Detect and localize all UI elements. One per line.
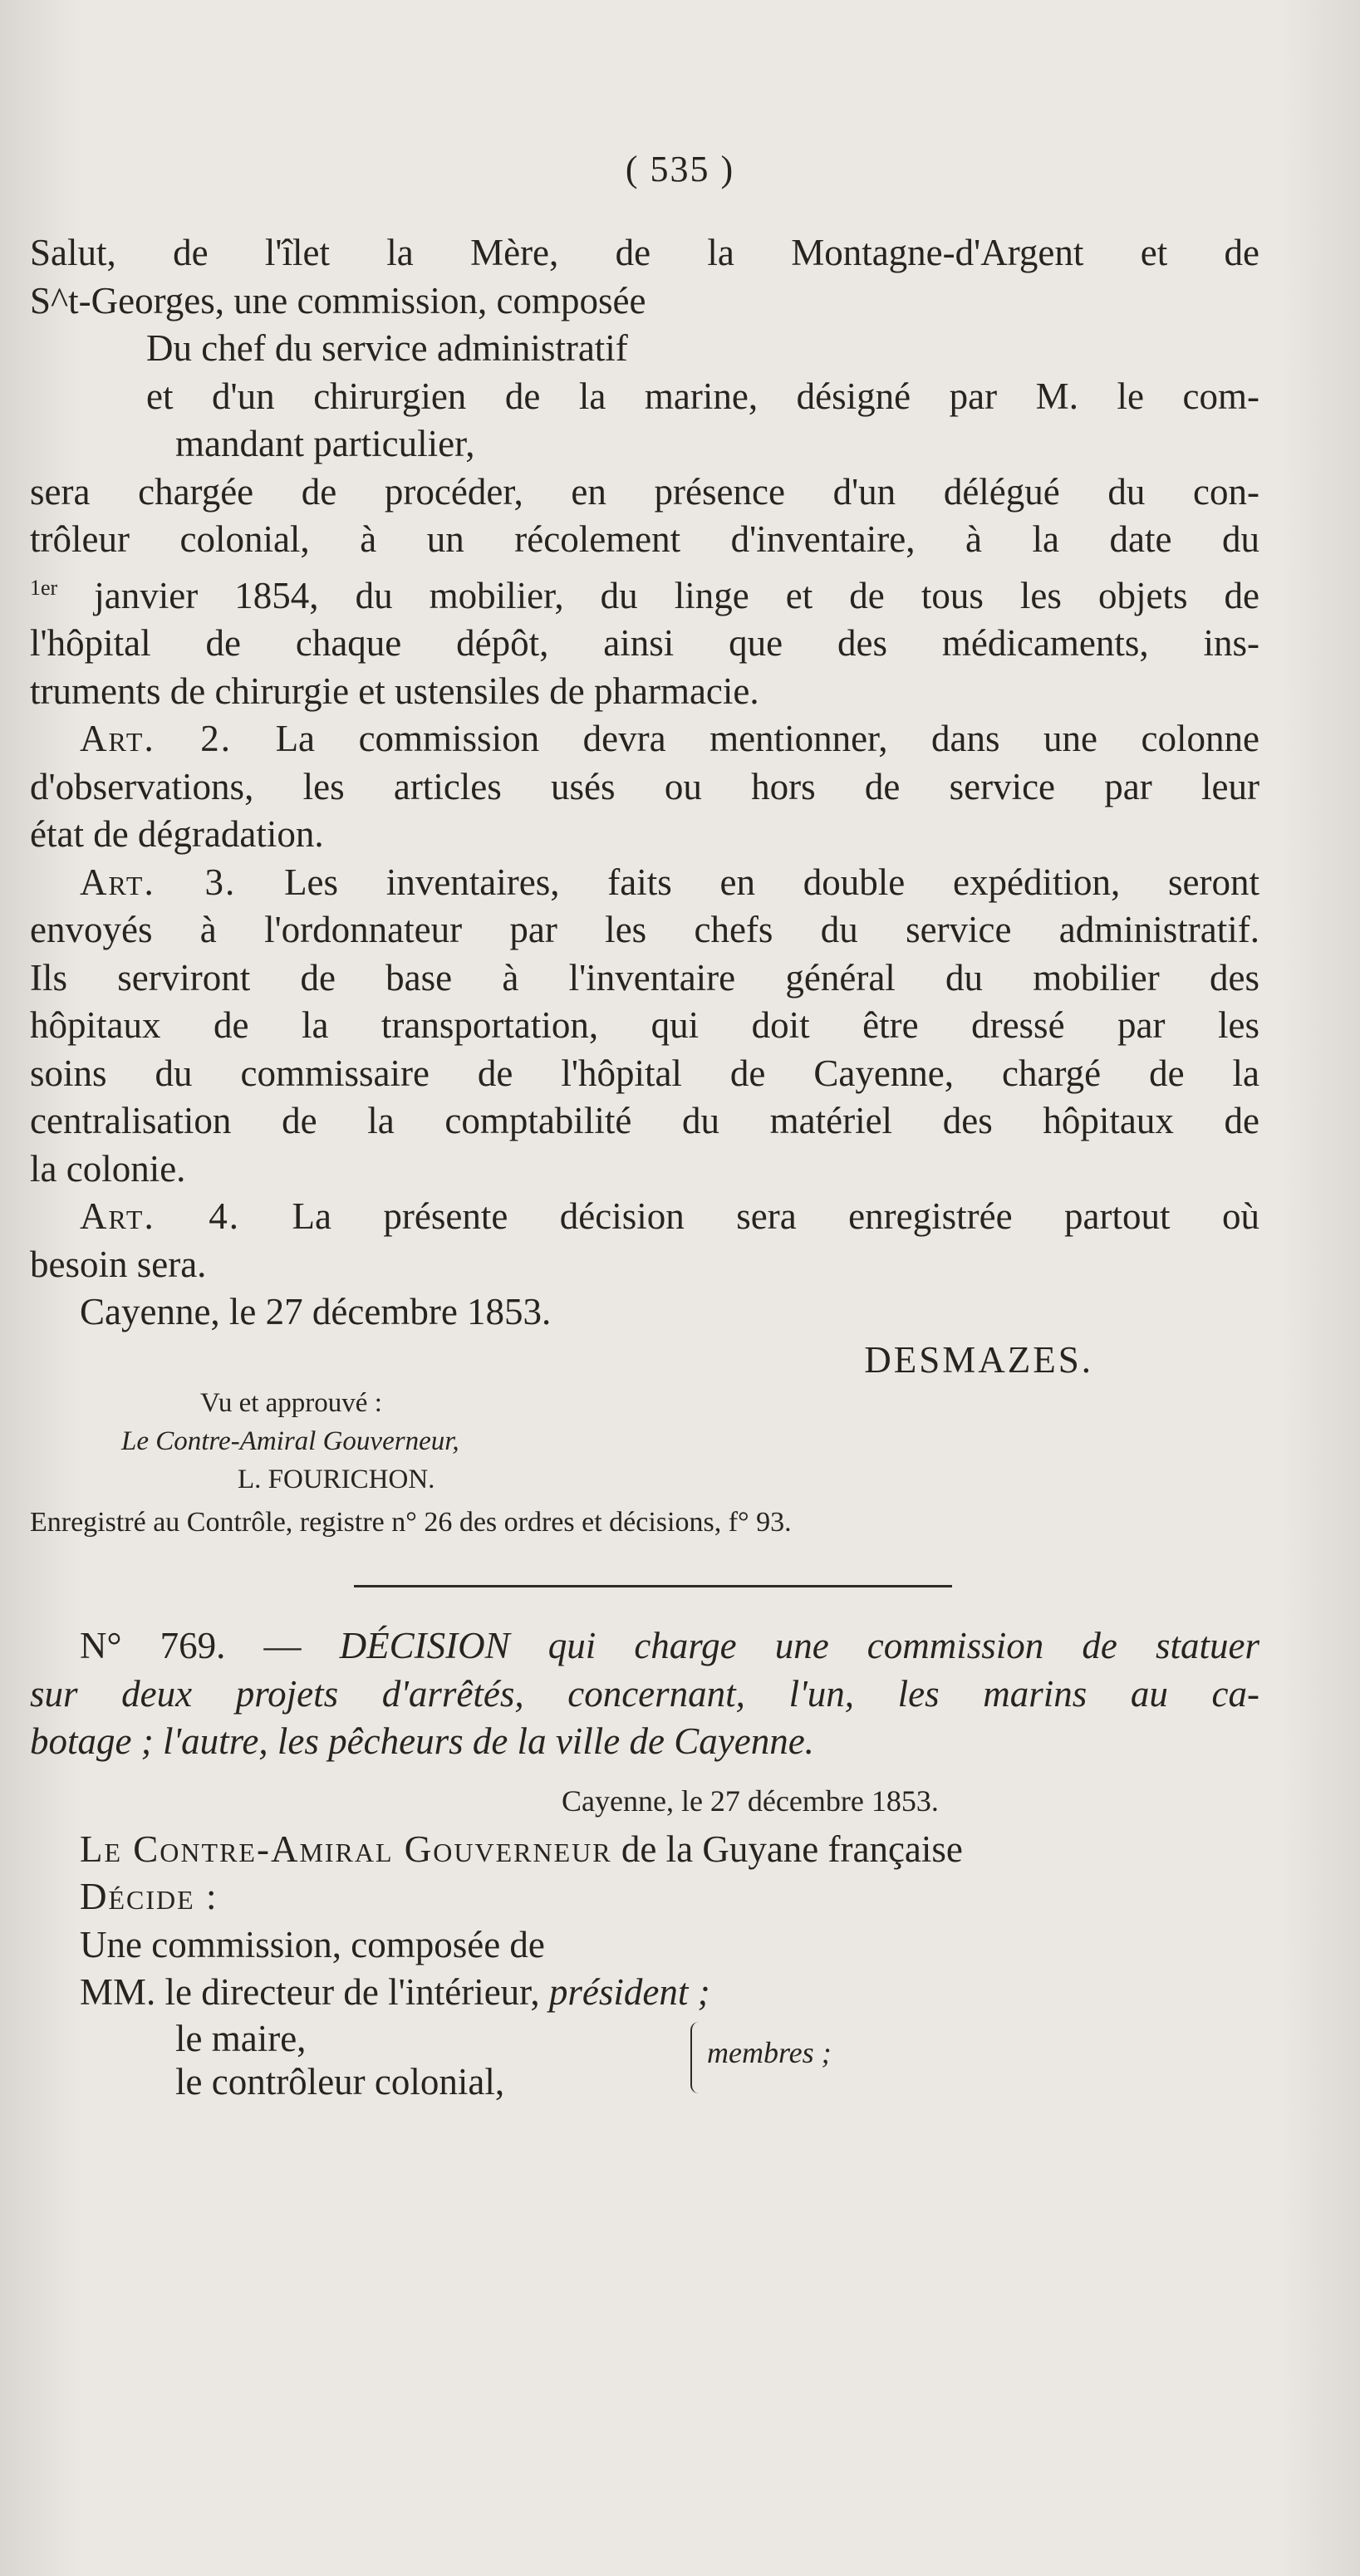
decision-number: N° 769. — <box>80 1625 302 1666</box>
body-line: Salut, de l'îlet la Mère, de la Montagne-d'Argent et de <box>30 232 1259 273</box>
decision-line: Une commission, composée de <box>80 1923 545 1965</box>
body-line: mandant particulier, <box>175 423 475 464</box>
role-label: membres ; <box>707 2035 832 2069</box>
decide-heading: Décide : <box>80 1876 218 1917</box>
article-text: La commission devra mentionner, dans une colonne <box>275 718 1260 759</box>
decision-line <box>30 1826 1259 1874</box>
superscript: 1er <box>30 575 58 600</box>
signature: DESMAZES. <box>864 1338 1093 1381</box>
body-line: et d'un chirurgien de la marine, désigné par M. le com- <box>146 375 1259 417</box>
article-heading: Art. 3. <box>80 861 237 903</box>
decision-title: DÉCISION qui charge une commission de statuer <box>339 1625 1260 1666</box>
decision-title-line: botage ; l'autre, les pêcheurs de la ville de Cayenne. <box>30 1720 814 1762</box>
body-line: truments de chirurgie et ustensiles de pharmacie. <box>30 670 759 712</box>
body-line: la colonie. <box>30 1147 186 1190</box>
body-line: besoin sera. <box>30 1243 207 1285</box>
text-column <box>30 229 1259 2110</box>
article-text: La présente décision sera enregistrée partout où <box>292 1195 1260 1237</box>
body-line: état de dégradation. <box>30 813 324 855</box>
article-text: Les inventaires, faits en double expédition, seront <box>284 861 1260 903</box>
decision-769 <box>30 1622 1259 2110</box>
body-line <box>30 564 1259 621</box>
body-line: centralisation de la comptabilité du matériel des hôpitaux de <box>30 1100 1259 1141</box>
approval-note: Vu et approuvé : <box>200 1388 382 1418</box>
body-line: soins du commissaire de l'hôpital de Cayenne, chargé de la <box>30 1052 1259 1094</box>
decision-line <box>30 1969 1259 2017</box>
body-line: trôleur colonial, à un récolement d'inventaire, à la date du <box>30 518 1259 560</box>
decision-title-line: sur deux projets d'arrêtés, concernant, l'un, les marins au ca- <box>30 1672 1259 1715</box>
body-line-text: janvier 1854, du mobilier, du linge et de tous les objets de <box>94 574 1260 616</box>
article-3 <box>30 859 1259 907</box>
body-line: envoyés à l'ordonnateur par les chefs du service administratif. <box>30 909 1259 950</box>
body-line: Du chef du service administratif <box>146 327 628 369</box>
body-line: Ils serviront de base à l'inventaire général du mobilier des <box>30 956 1259 999</box>
decision-text: de la Guyane française <box>621 1828 963 1870</box>
member-line: le contrôleur colonial, <box>175 2060 505 2103</box>
body-line: d'observations, les articles usés ou hors de service par leur <box>30 765 1259 807</box>
decision-title-line <box>30 1622 1259 1671</box>
registration-note: Enregistré au Contrôle, registre n° 26 des ordres et décisions, f° 93. <box>30 1507 792 1538</box>
governor-signature: L. FOURICHON. <box>238 1465 435 1494</box>
decision-text: MM. le directeur de l'intérieur, <box>80 1971 540 2013</box>
article-4 <box>30 1193 1259 1241</box>
page-number: ( 535 ) <box>625 149 735 189</box>
decision-date: Cayenne, le 27 décembre 1853. <box>562 1784 939 1818</box>
brace-icon <box>690 2022 700 2093</box>
member-line: le maire, <box>175 2017 307 2059</box>
members-group <box>30 2017 1259 2110</box>
governor-title: Le Contre-Amiral Gouverneur, <box>121 1426 459 1456</box>
body-line: hôpitaux de la transportation, qui doit être dressé par les <box>30 1004 1259 1046</box>
body-line: sera chargée de procéder, en présence d'un délégué du con- <box>30 470 1259 513</box>
governor-caps: Le Contre-Amiral Gouverneur <box>80 1828 612 1870</box>
article-2 <box>30 715 1259 763</box>
role-label: président ; <box>548 1971 710 2013</box>
article-heading: Art. 4. <box>80 1195 240 1237</box>
section-divider <box>354 1585 952 1587</box>
article-heading: Art. 2. <box>80 718 233 759</box>
body-line: l'hôpital de chaque dépôt, ainsi que des médicaments, ins- <box>30 622 1259 664</box>
place-date: Cayenne, le 27 décembre 1853. <box>80 1291 552 1332</box>
body-line: S^t-Georges, une commission, composée <box>30 279 646 321</box>
